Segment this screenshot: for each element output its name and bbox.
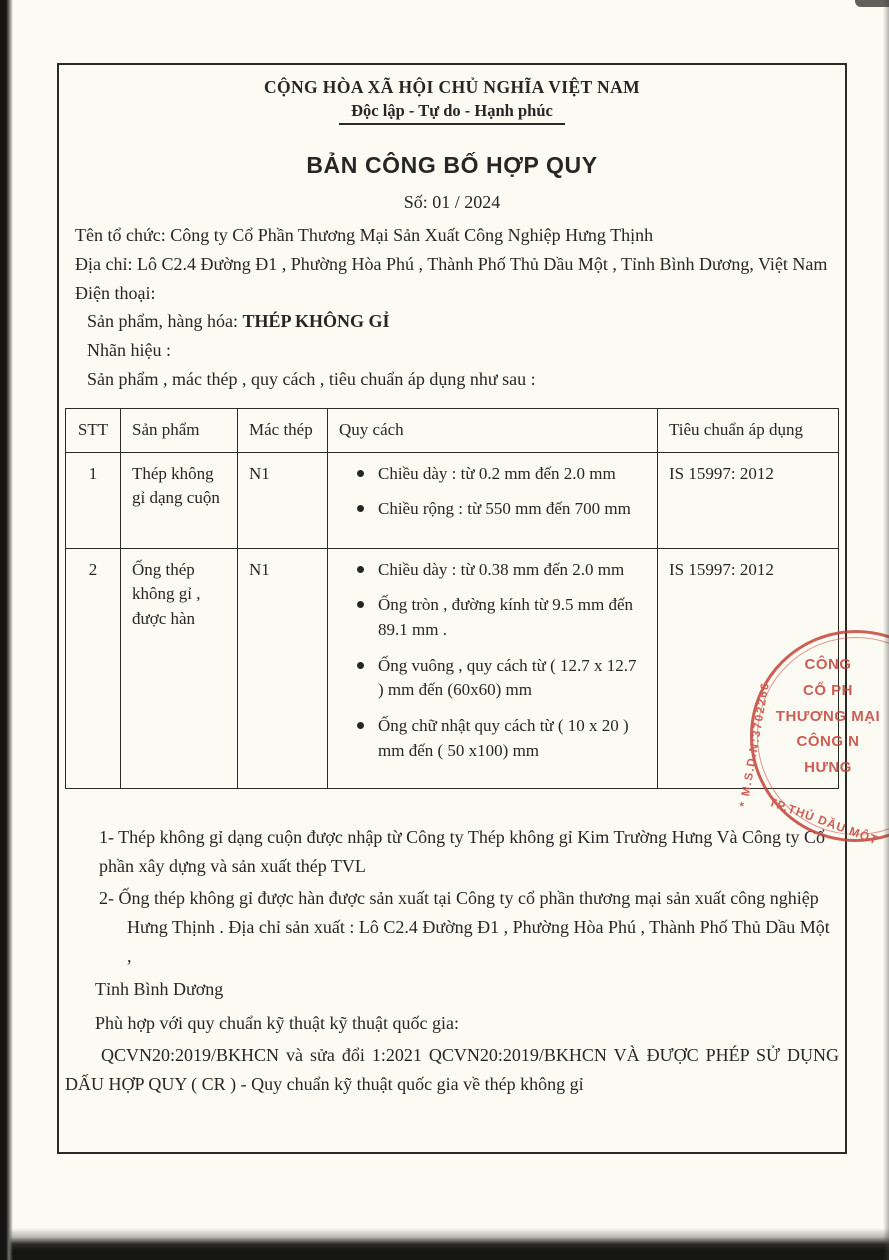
note-province: Tỉnh Bình Dương — [95, 978, 224, 999]
scan-corner-top-right — [855, 0, 889, 7]
note-conformity-intro: Phù hợp với quy chuẩn kỹ thuật kỹ thuật quốc gia: — [95, 1012, 459, 1033]
header-mac-thep: Mác thép — [238, 408, 328, 452]
product-label: Sản phẩm, hàng hóa: — [87, 311, 238, 332]
header-san-pham: Sản phẩm — [121, 408, 238, 452]
stamp-line: CÔNG — [804, 656, 852, 673]
cell-mac-thep: N1 — [238, 452, 328, 548]
header-stt: STT — [66, 408, 121, 452]
stamp-line: HƯNG — [804, 759, 852, 777]
cell-quy-cach — [328, 548, 658, 788]
document-number: Số: 01 / 2024 — [403, 192, 501, 212]
stamp-line: THƯƠNG MẠI — [775, 707, 881, 725]
brand-line: Nhãn hiệu : — [87, 340, 171, 361]
stamp-line: CÔNG N — [796, 733, 860, 751]
org-name-line: Tên tổ chức: Công ty Cổ Phần Thương Mại Sản Xuất Công Nghiệp Hưng Thịnh — [75, 225, 654, 245]
scan-edge-right — [883, 0, 889, 1260]
cell-tieu-chuan: IS 15997: 2012 — [658, 452, 839, 548]
spec-list — [339, 558, 646, 763]
scan-edge-bottom — [0, 1228, 889, 1260]
cell-tieu-chuan: IS 15997: 2012 — [658, 548, 839, 788]
spec-table — [65, 408, 839, 789]
note-regulation: QCVN20:2019/BKHCN và sửa đổi 1:2021 QCVN20:2019/BKHCN VÀ ĐƯỢC PHÉP SỬ DỤNG DẤU HỢP QUY ( CR ) - Quy chuẩn kỹ thuật quốc gia về thép không gỉ — [65, 1044, 839, 1095]
document-border-frame — [57, 63, 847, 1154]
table-row — [66, 452, 839, 548]
product-line — [87, 307, 835, 336]
table-intro-line: Sản phẩm , mác thép , quy cách , tiêu chuẩn áp dụng như sau : — [87, 368, 536, 389]
notes-section — [65, 823, 839, 1099]
table-header-row — [66, 408, 839, 452]
table-row — [66, 548, 839, 788]
spec-item: Ống tròn , đường kính từ 9.5 mm đến 89.1 mm . — [355, 593, 646, 642]
header-quy-cach: Quy cách — [328, 408, 658, 452]
spec-item: Chiều dày : từ 0.38 mm đến 2.0 mm — [355, 558, 646, 583]
document-title: BẢN CÔNG BỐ HỢP QUY — [306, 152, 598, 178]
national-motto-underlined: Độc lập - Tự do - Hạnh phúc — [339, 101, 565, 125]
company-stamp — [738, 630, 889, 848]
product-value: THÉP KHÔNG GỈ — [242, 311, 390, 332]
cell-stt: 1 — [66, 452, 121, 548]
phone-line: Điện thoại: — [75, 282, 156, 303]
spec-list — [339, 462, 646, 522]
spec-item: Ống chữ nhật quy cách từ ( 10 x 20 ) mm đến ( 50 x100) mm — [355, 714, 646, 763]
spec-item: Chiều dày : từ 0.2 mm đến 2.0 mm — [355, 462, 646, 487]
stamp-line: CỔ PH — [802, 681, 853, 699]
stamp-center-text — [758, 652, 889, 781]
address-line: Địa chỉ: Lô C2.4 Đường Đ1 , Phường Hòa Phú , Thành Phố Thủ Dầu Một , Tỉnh Bình Dương, Việt Nam — [75, 253, 828, 274]
cell-san-pham: Ống thép không gỉ , được hàn — [121, 548, 238, 788]
scan-edge-left — [0, 0, 13, 1260]
note-source-coil: 1- Thép không gỉ dạng cuộn được nhập từ Công ty Thép không gỉ Kim Trường Hưng Và Công ty Cổ phần xây dựng và sản xuất thép TVL — [99, 826, 826, 876]
cell-stt: 2 — [66, 548, 121, 788]
stamp-city-arc-text: TP.THỦ DẦU MỘT — [767, 794, 881, 848]
note-source-pipe: 2- Ống thép không gỉ được hàn được sản xuất tại Công ty cổ phần thương mại sản xuất công nghiệp Hưng Thịnh . Địa chỉ sản xuất : Lô C2.4 Đường Đ1 , Phường Hòa Phú , Thành Phố Thủ Dầu Một , — [99, 888, 830, 967]
stamp-msdn-arc-text: * M.S.D.N:3702266 — [738, 680, 773, 808]
cell-mac-thep: N1 — [238, 548, 328, 788]
spec-item: Ống vuông , quy cách từ ( 12.7 x 12.7 ) mm đến (60x60) mm — [355, 654, 646, 703]
cell-quy-cach — [328, 452, 658, 548]
cell-san-pham: Thép không gỉ dạng cuộn — [121, 452, 238, 548]
spec-item: Chiều rộng : từ 550 mm đến 700 mm — [355, 497, 646, 522]
info-section — [65, 221, 839, 394]
document-content — [59, 65, 845, 1099]
national-header-line1: CỘNG HÒA XÃ HỘI CHỦ NGHĨA VIỆT NAM — [263, 77, 641, 97]
national-header-line2 — [65, 101, 839, 125]
header-tieu-chuan: Tiêu chuẩn áp dụng — [658, 408, 839, 452]
